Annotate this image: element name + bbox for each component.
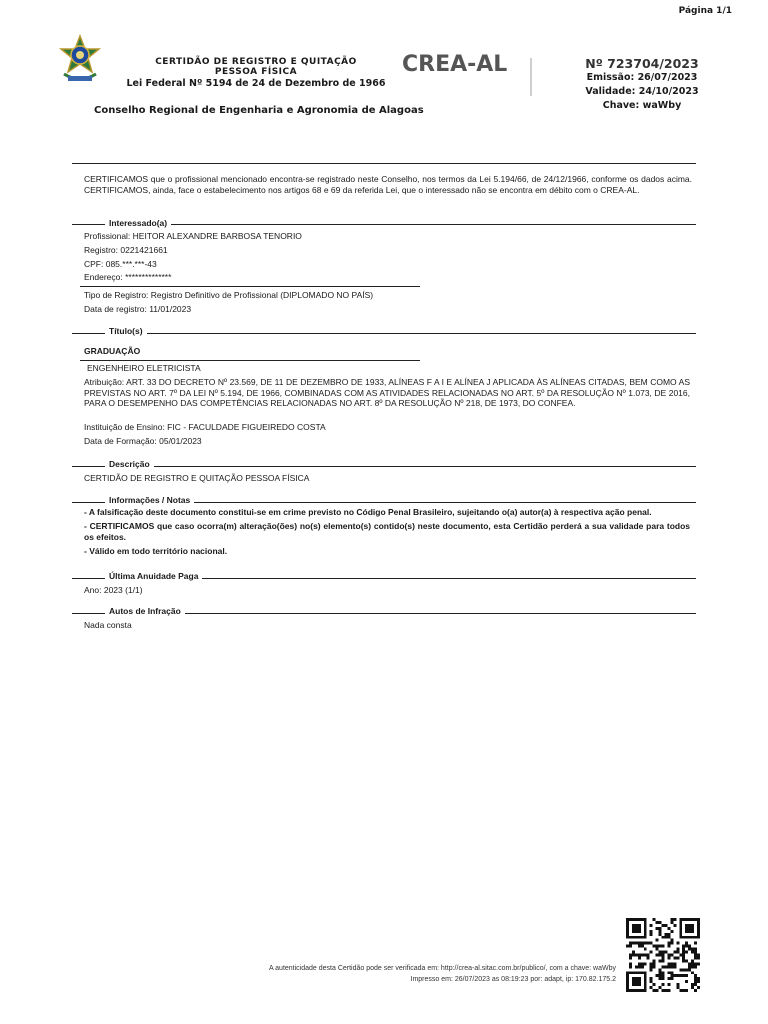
attribution: Atribuição: ART. 33 DO DECRETO Nº 23.569, DE 11 DE DEZEMBRO DE 1933, ALÍNEAS F A I E ALÍNEA J APLICADA ÀS ALÍNEAS CITADAS, BEM COMO AS PREVISTAS NO ART. 7º DA LEI Nº 5.194, DE 1966, COMBINADAS COM AS ATIVIDADES RELACIONADAS NO ART. 5º DA RESOLUÇÃO Nº 1.073, DE 2016, PARA O DESEMPENHO DAS COMPETÊNCIAS RELACIONADAS NO ART. 8º DA RESOLUÇÃO Nº 218, DE 1973, DO CONFEA. — [84, 377, 690, 408]
cpf: CPF: 085.***.***-43 — [84, 259, 157, 269]
subsection-rule — [80, 360, 420, 361]
section-rule-description — [72, 466, 696, 467]
note-item: - Válido em todo território nacional. — [84, 546, 228, 556]
verification-note: A autenticidade desta Certidão pode ser verificada em: http://crea-al.sitac.com.br/publico/, com a chave: waWby — [268, 965, 616, 972]
crea-al-logo: CREA-AL — [402, 52, 508, 77]
note-item: - CERTIFICAMOS que caso ocorra(m) alteração(ões) no(s) elemento(s) contido(s) neste documento, esta Certidão perderá a sua validade para todos os efeitos. — [84, 521, 690, 542]
professional-name: Profissional: HEITOR ALEXANDRE BARBOSA TENORIO — [84, 231, 302, 241]
note-item: - A falsificação deste documento constitui-se em crime previsto no Código Penal Brasileiro, sujeitando o(a) autor(a) à respectiva ação penal. — [84, 507, 652, 517]
intro-text: CERTIFICAMOS que o profissional mencionado encontra-se registrado neste Conselho, nos termos da Lei 5.194/66, de 24/12/1966, conforme os dados acima. CERTIFICAMOS, ainda, face o estabelecimento nos artigos 68 e 69 da referida Lei, que o interessado não se encontra em débito com o CREA-AL. — [84, 174, 692, 195]
header-title-line1: CERTIDÃO DE REGISTRO E QUITAÇÃO — [155, 57, 357, 67]
section-rule-titles — [72, 333, 696, 334]
professional-title: ENGENHEIRO ELETRICISTA — [87, 363, 201, 373]
header-law: Lei Federal Nº 5194 de 24 de Dezembro de 1966 — [126, 78, 386, 89]
institution: Instituição de Ensino: FIC - FACULDADE FIGUEIREDO COSTA — [84, 422, 326, 432]
validity-date: Validade: 24/10/2023 — [585, 86, 699, 97]
registry-number: Registro: 0221421661 — [84, 245, 168, 255]
certificate-number: Nº 723704/2023 — [585, 56, 699, 71]
registry-date: Data de registro: 11/01/2023 — [84, 304, 192, 314]
header-title-line2: PESSOA FÍSICA — [214, 67, 298, 77]
section-heading-description: Descrição — [105, 459, 154, 469]
section-heading-notes: Informações / Notas — [105, 495, 194, 505]
print-info: Impresso em: 26/07/2023 as 08:19:23 por: adapt, ip: 170.82.175.2 — [410, 976, 616, 983]
top-rule — [72, 163, 696, 164]
last-fee-text: Ano: 2023 (1/1) — [84, 585, 143, 595]
subsection-rule — [80, 286, 420, 287]
header-divider — [530, 58, 532, 96]
address: Endereço: ************** — [84, 272, 172, 282]
section-heading-infractions: Autos de Infração — [105, 606, 185, 616]
section-heading-last-fee: Última Anuidade Paga — [105, 571, 202, 581]
verification-key: Chave: waWby — [602, 100, 682, 111]
registry-type: Tipo de Registro: Registro Definitivo de Profissional (DIPLOMADO NO PAÍS) — [84, 290, 374, 300]
emission-date: Emissão: 26/07/2023 — [586, 72, 698, 83]
coat-of-arms-icon — [58, 34, 102, 86]
section-heading-interested: Interessado(a) — [105, 218, 171, 228]
section-heading-titles: Título(s) — [105, 326, 147, 336]
page-number: Página 1/1 — [678, 6, 732, 16]
graduation-date: Data de Formação: 05/01/2023 — [84, 436, 202, 446]
council-name: Conselho Regional de Engenharia e Agronomia de Alagoas — [94, 105, 424, 116]
certificate-info — [578, 56, 706, 113]
infractions-text: Nada consta — [84, 620, 132, 630]
header-title — [122, 57, 390, 77]
description-text: CERTIDÃO DE REGISTRO E QUITAÇÃO PESSOA FÍSICA — [84, 473, 310, 483]
degree-level: GRADUAÇÃO — [84, 346, 141, 356]
qr-code-icon — [626, 918, 700, 992]
